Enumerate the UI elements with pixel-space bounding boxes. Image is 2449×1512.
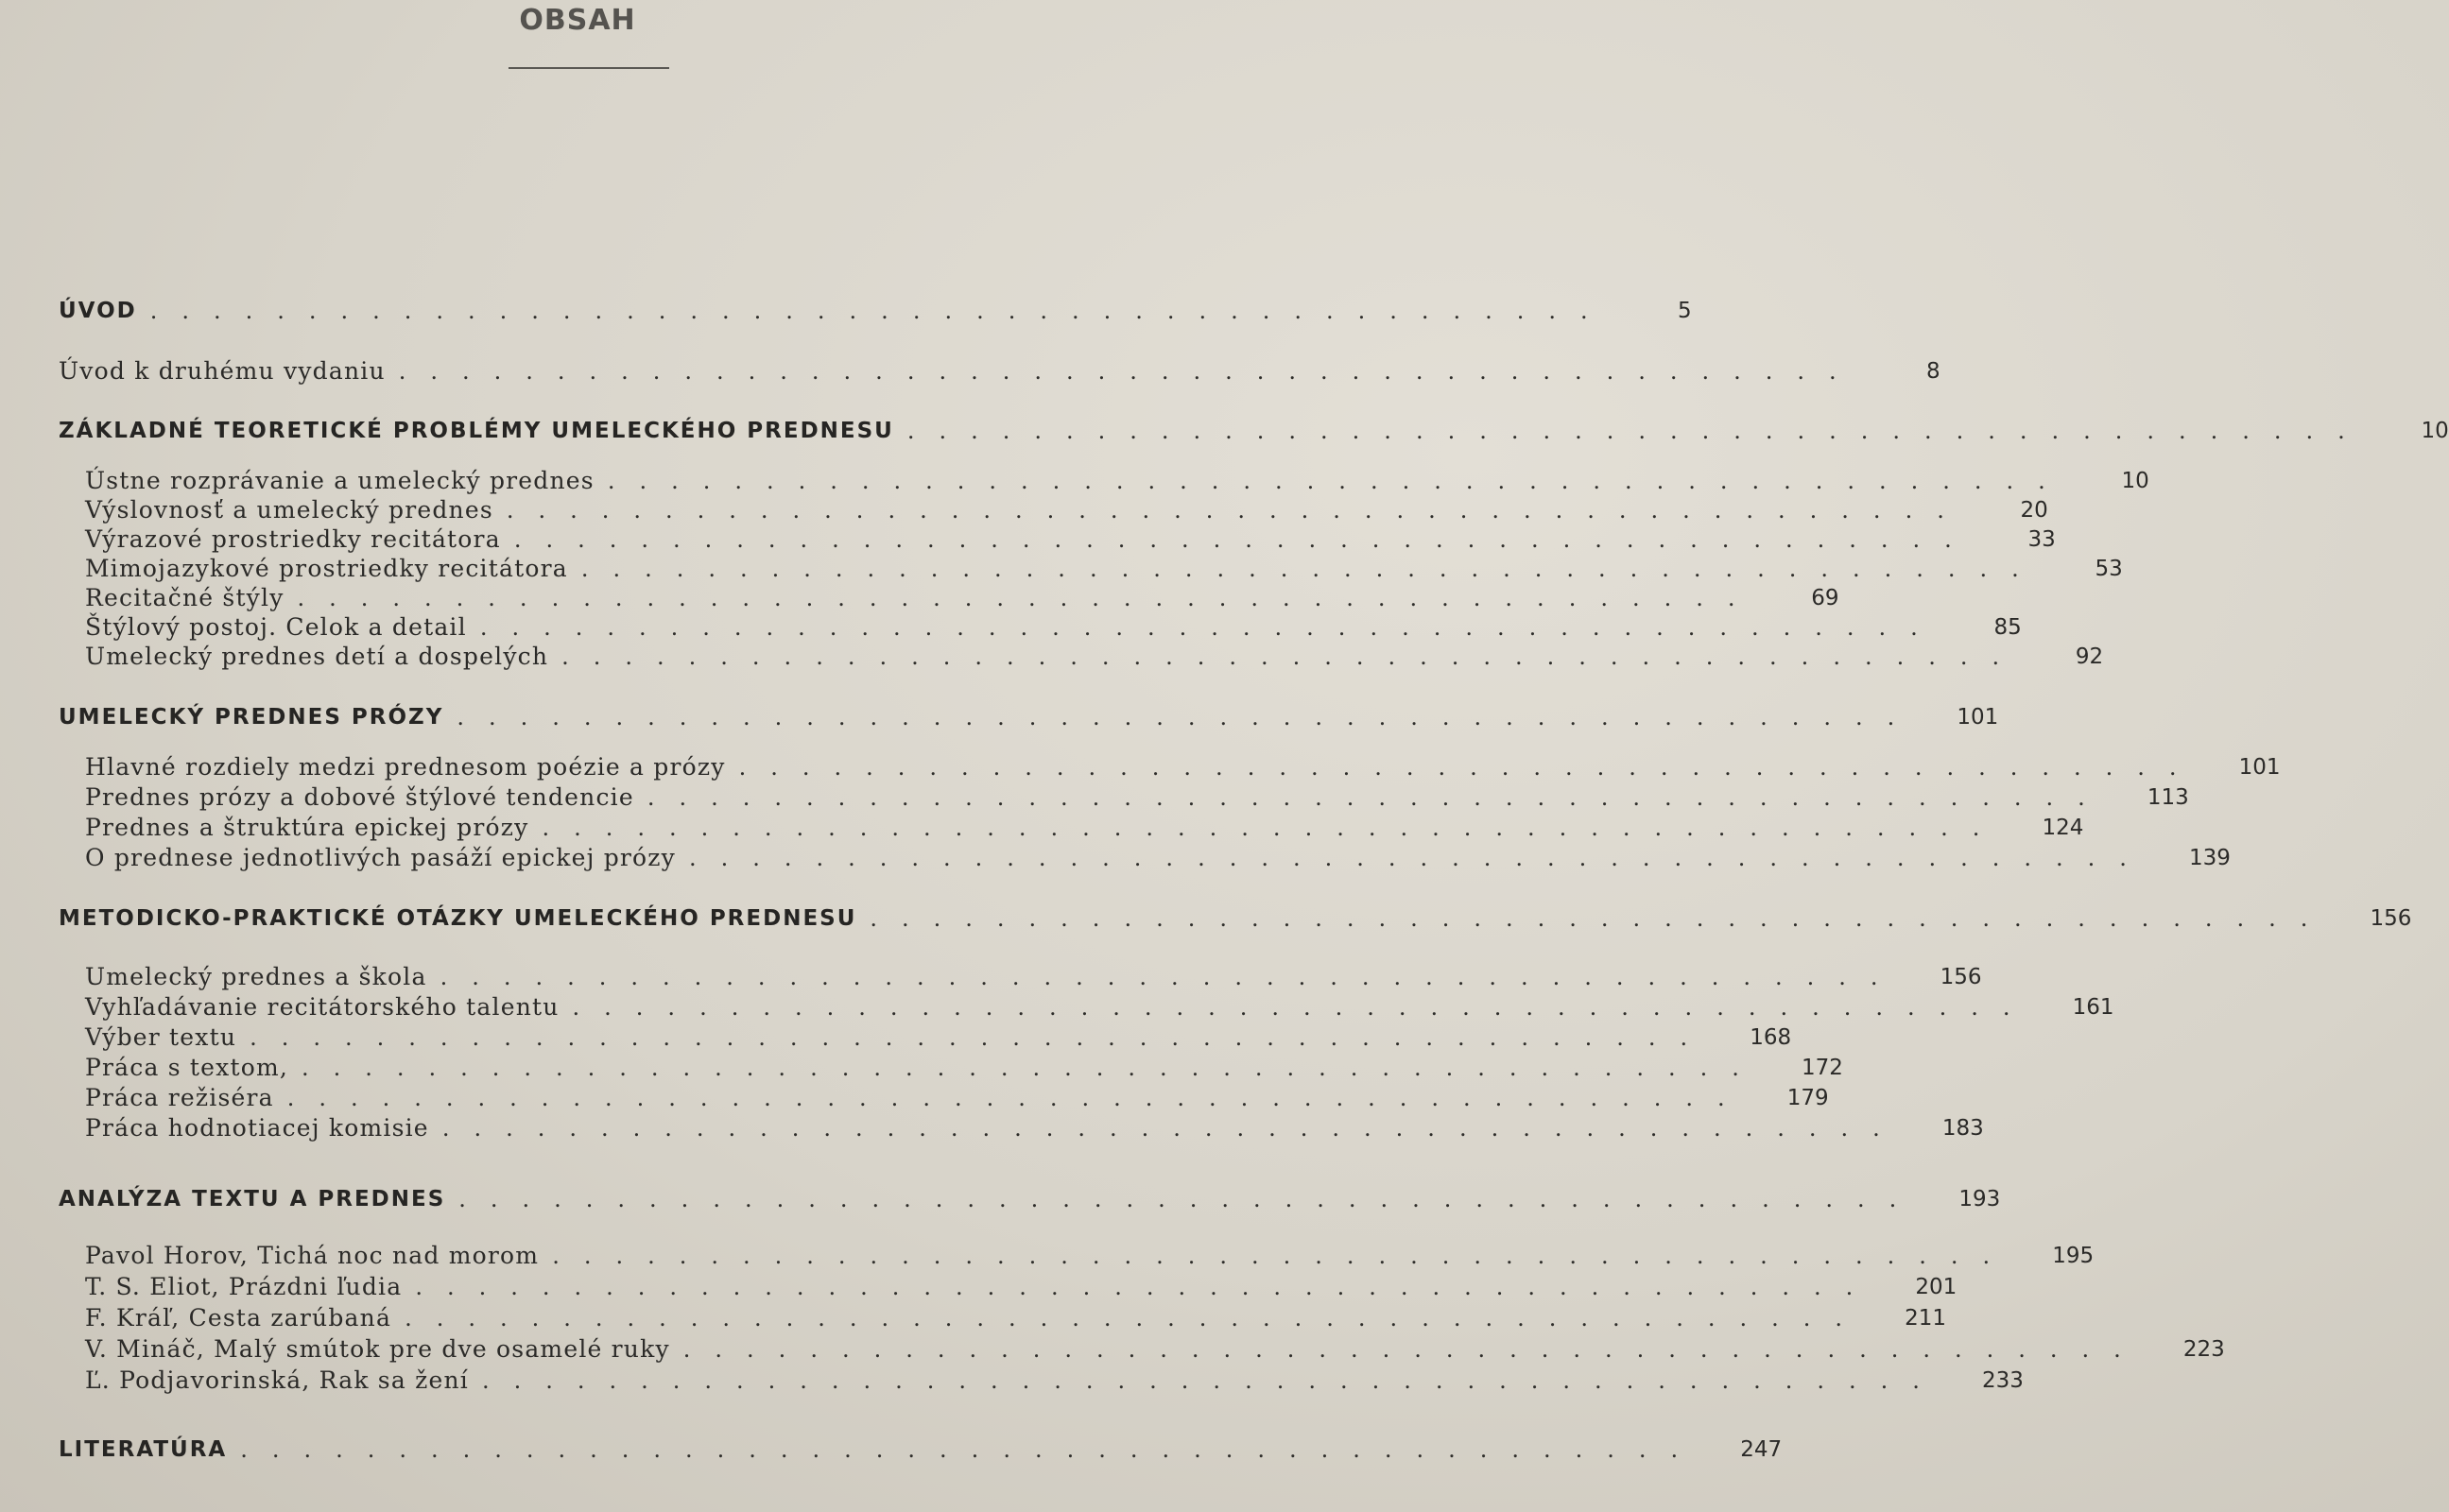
toc-leader-dots: .............................................. [398,358,1861,385]
toc-label: LITERATÚRA [59,1437,228,1462]
toc-entry[interactable] [85,492,2048,524]
toc-label: Výber textu [85,1023,237,1051]
toc-entry[interactable] [85,551,2123,583]
toc-page-number: 156 [2370,906,2412,931]
toc-leader-dots: .............................................. [870,905,2333,932]
toc-entry[interactable] [85,522,2056,554]
toc-label: Práca režiséra [85,1084,274,1111]
toc-leader-dots: .............................................. [513,526,1976,553]
toc-entry[interactable] [85,639,2104,671]
page-title: OBSAH [519,4,636,37]
toc-leader-dots: .............................................. [415,1274,1878,1300]
toc-page-number: 20 [2020,498,2048,523]
toc-page-number: 201 [1915,1275,1957,1299]
toc-page-number: 247 [1740,1437,1783,1462]
toc-leader-dots: .............................................. [240,1436,1703,1463]
toc-page-number: 139 [2189,846,2231,870]
toc-label: Práca hodnotiacej komisie [85,1114,429,1142]
toc-page-number: 172 [1802,1056,1843,1080]
toc-leader-dots: .............................................. [405,1305,1867,1332]
toc-label: Výslovnosť a umelecký prednes [85,496,493,524]
toc-page-number: 101 [1957,705,1999,730]
toc-entry[interactable] [59,353,1940,386]
toc-label: UMELECKÝ PREDNES PRÓZY [59,705,444,730]
toc-page-number: 161 [2072,995,2114,1020]
toc-entry[interactable] [85,1020,1792,1052]
toc-section[interactable] [59,1432,1783,1464]
toc-entry[interactable] [85,1080,1829,1112]
toc-entry[interactable] [85,610,2022,642]
toc-leader-dots: .............................................. [302,1055,1764,1081]
toc-entry[interactable] [85,1300,1946,1332]
toc-entry[interactable] [85,580,1839,612]
toc-label: Mimojazykové prostriedky recitátora [85,555,568,582]
toc-leader-dots: .............................................. [906,418,2370,444]
toc-label: METODICKO-PRAKTICKÉ OTÁZKY UMELECKÉHO PREDNESU [59,906,857,931]
toc-label: Úvod k druhému vydaniu [59,357,386,385]
toc-leader-dots: .............................................. [250,1024,1713,1051]
toc-label: Pavol Horov, Tichá noc nad morom [85,1242,540,1269]
toc-entry[interactable] [85,1269,1957,1301]
toc-label: Prednes prózy a dobové štýlové tendencie [85,783,634,811]
toc-label: Štýlový postoj. Celok a detail [85,613,467,641]
toc-entry[interactable] [85,1363,2024,1395]
toc-page-number: 124 [2042,816,2084,840]
toc-page-number: 113 [2147,785,2189,810]
toc-label: Ústne rozprávanie a umelecký prednes [85,467,595,494]
toc-page-number: 223 [2182,1337,2225,1362]
toc-label: F. Kráľ, Cesta zarúbaná [85,1304,392,1332]
toc-leader-dots: .............................................. [481,1367,1944,1394]
toc-leader-dots: .............................................. [682,1336,2146,1363]
toc-label: Vyhľadávanie recitátorského talentu [85,993,560,1021]
toc-page-number: 193 [1958,1187,2001,1211]
toc-entry[interactable] [85,463,2149,495]
toc-label: Výrazové prostriedky recitátora [85,525,501,553]
toc-leader-dots: .............................................. [286,1085,1750,1111]
toc-page-number: 211 [1905,1306,1946,1331]
toc-entry[interactable] [85,1110,1984,1143]
toc-leader-dots: .............................................. [457,704,1920,730]
toc-page-number: 156 [1940,965,1982,989]
toc-page-number: 85 [1993,615,2022,640]
toc-page-number: 179 [1786,1086,1829,1110]
toc-leader-dots: .............................................. [580,556,2044,582]
toc-page-number: 69 [1811,586,1839,610]
toc-entry[interactable] [85,1332,2225,1364]
toc-entry[interactable] [85,840,2231,872]
toc-entry[interactable] [85,989,2114,1022]
toc-leader-dots: .............................................. [297,585,1760,611]
toc-label: Recitačné štýly [85,584,285,611]
toc-page-number: 92 [2075,644,2104,669]
toc-section-uvod[interactable] [59,293,1692,325]
toc-leader-dots: .............................................. [542,815,2005,841]
toc-label: Prednes a štruktúra epickej prózy [85,814,529,841]
toc-leader-dots: .............................................. [689,845,2151,871]
toc-page-number: 233 [1982,1368,2024,1393]
toc-entry[interactable] [85,959,1982,991]
toc-label: Hlavné rozdiely medzi prednesom poézie a prózy [85,753,726,781]
toc-leader-dots: .............................................. [479,614,1942,641]
toc-section[interactable] [59,413,2449,445]
toc-label: ZÁKLADNÉ TEORETICKÉ PROBLÉMY UMELECKÉHO PREDNESU [59,419,894,443]
toc-page-number: 101 [2238,755,2281,780]
toc-page-number: 10 [2121,469,2149,493]
toc-section[interactable] [59,901,2412,933]
toc-page-number: 195 [2052,1244,2095,1268]
toc-label: Umelecký prednes detí a dospelých [85,643,549,670]
toc-leader-dots: .............................................. [441,1115,1905,1142]
toc-label: V. Mináč, Malý smútok pre dve osamelé ruky [85,1335,670,1363]
toc-label: Ľ. Podjavorinská, Rak sa žení [85,1366,469,1394]
toc-label: Umelecký prednes a škola [85,963,427,990]
toc-label: T. S. Eliot, Prázdni ľudia [85,1273,403,1300]
toc-page-number: 53 [2095,557,2123,581]
toc-entry[interactable] [85,749,2281,782]
toc-entry[interactable] [85,1050,1843,1082]
toc-entry[interactable] [85,1238,2095,1270]
toc-leader-dots: .............................................. [506,497,1969,524]
toc-label: ANALÝZA TEXTU A PREDNES [59,1187,446,1211]
toc-leader-dots: .............................................. [572,994,2035,1021]
toc-page-number: 5 [1678,299,1692,323]
toc-leader-dots: .............................................. [552,1243,2015,1269]
toc-entry[interactable] [85,780,2189,812]
toc-leader-dots: .............................................. [440,964,1903,990]
toc-leader-dots: .............................................. [607,468,2070,494]
toc-page-number: 168 [1750,1025,1792,1050]
toc-label: Práca s textom, [85,1054,288,1081]
toc-page-number: 8 [1926,359,1940,384]
toc-leader-dots: .............................................. [458,1186,1922,1212]
toc-section[interactable] [59,699,1999,731]
toc-page-number: 33 [2027,527,2056,552]
toc-leader-dots: .............................................. [647,784,2110,811]
toc-label: O prednese jednotlivých pasáží epickej prózy [85,844,676,871]
toc-label: ÚVOD [59,299,137,323]
toc-entry[interactable] [85,810,2084,842]
toc-leader-dots: .............................................. [738,754,2201,781]
toc-section[interactable] [59,1181,2001,1213]
toc-page-number: 183 [1941,1116,1984,1141]
title-underline [509,67,669,69]
toc-leader-dots: .............................................. [149,298,1613,324]
toc-page-number: 10 [2421,419,2449,443]
toc-leader-dots: .............................................. [561,644,2025,670]
